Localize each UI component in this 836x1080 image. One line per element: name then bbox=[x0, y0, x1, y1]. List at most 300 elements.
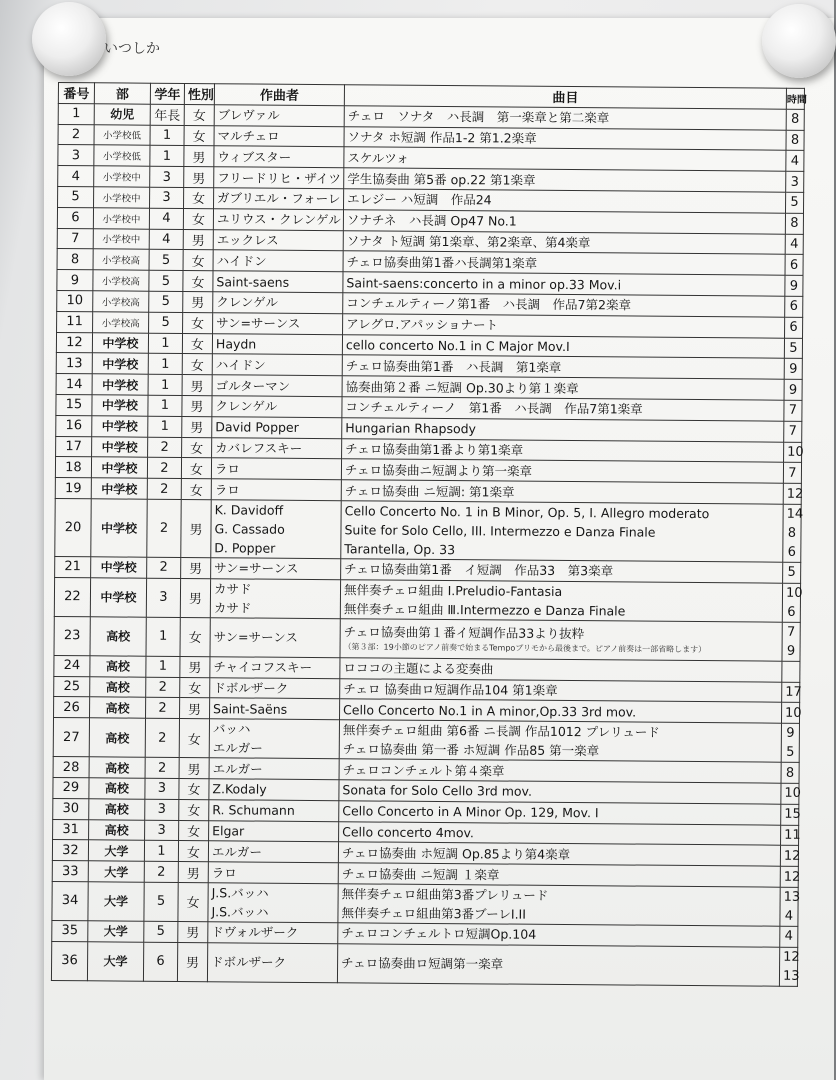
row-dept: 小学校高 bbox=[93, 312, 149, 333]
row-piece bbox=[337, 943, 779, 985]
row-composer bbox=[212, 396, 342, 418]
row-grade: 1 bbox=[144, 841, 178, 862]
row-number: 19 bbox=[55, 478, 91, 499]
composer-name: マルチェロ bbox=[217, 128, 280, 144]
composer-name: ブレヴァル bbox=[217, 107, 280, 123]
row-composer bbox=[209, 719, 339, 759]
row-sex: 男 bbox=[177, 942, 207, 981]
composer-name: カサド bbox=[213, 599, 252, 616]
row-composer bbox=[213, 250, 343, 272]
row-composer bbox=[210, 617, 340, 657]
row-composer bbox=[214, 125, 344, 147]
time-value: 8 bbox=[790, 132, 800, 148]
time-value: 4 bbox=[790, 236, 799, 252]
row-time bbox=[781, 783, 802, 804]
piece-title: Cello concerto 4mov. bbox=[342, 824, 475, 841]
time-value: 10 bbox=[787, 444, 804, 460]
row-dept: 大学 bbox=[88, 840, 144, 861]
piece-title: 無伴奏チェロ組曲 Ⅲ.Intermezzo e Danza Finale bbox=[343, 600, 626, 619]
row-composer bbox=[213, 209, 343, 231]
time-value: 15 bbox=[784, 806, 801, 822]
row-time bbox=[785, 317, 803, 338]
row-time bbox=[784, 379, 802, 400]
time-value: 14 bbox=[786, 506, 804, 522]
row-grade: 5 bbox=[149, 291, 183, 312]
row-sex: 女 bbox=[179, 778, 209, 799]
piece-title: チェロ協奏曲ニ短調より第一楽章 bbox=[344, 462, 533, 479]
row-number: 13 bbox=[56, 353, 92, 374]
piece-title: チェロ協奏曲第1番 イ短調 作品33 第3楽章 bbox=[344, 561, 614, 579]
composer-name: フリードリヒ・ザイツ bbox=[217, 169, 341, 186]
row-composer bbox=[212, 416, 342, 438]
row-time bbox=[782, 661, 800, 682]
row-sex: 女 bbox=[179, 719, 209, 758]
row-number: 11 bbox=[57, 311, 93, 332]
composer-name: チャイコフスキー bbox=[213, 659, 313, 676]
row-dept: 大学 bbox=[88, 921, 144, 942]
piece-title: チェロ協奏曲 ニ短調 １楽章 bbox=[341, 865, 500, 882]
row-number: 33 bbox=[52, 861, 88, 882]
row-composer bbox=[211, 479, 341, 501]
row-time bbox=[785, 192, 803, 213]
row-dept: 中学校 bbox=[91, 478, 147, 499]
row-composer bbox=[207, 942, 337, 982]
row-dept: 中学校 bbox=[92, 374, 148, 395]
row-dept: 高校 bbox=[90, 656, 146, 677]
row-number: 16 bbox=[56, 415, 92, 436]
table-row bbox=[53, 718, 799, 763]
row-number: 4 bbox=[58, 166, 94, 187]
piece-title: ソナチネ ハ長調 Op47 No.1 bbox=[346, 212, 517, 229]
row-number: 27 bbox=[53, 718, 89, 757]
row-number: 5 bbox=[58, 186, 94, 207]
row-sex: 男 bbox=[180, 656, 210, 677]
time-value: 17 bbox=[785, 684, 802, 700]
table-row bbox=[54, 616, 800, 661]
row-grade: 2 bbox=[145, 718, 179, 757]
row-dept: 高校 bbox=[89, 718, 145, 757]
row-sex: 男 bbox=[182, 375, 212, 396]
piece-title: cello concerto No.1 in C Major Mov.I bbox=[345, 337, 570, 354]
row-sex: 男 bbox=[180, 698, 210, 719]
row-time bbox=[786, 151, 804, 172]
row-time bbox=[781, 762, 799, 783]
row-sex: 男 bbox=[178, 862, 208, 883]
piece-title: Hungarian Rhapsody bbox=[345, 420, 477, 437]
time-value: 6 bbox=[789, 257, 799, 273]
piece-title: チェロコンチェルト第４楽章 bbox=[342, 761, 505, 779]
row-grade: 1 bbox=[148, 354, 182, 375]
row-grade: 1 bbox=[150, 125, 184, 146]
row-composer bbox=[208, 862, 338, 884]
piece-title: チェロ協奏曲第1番 ハ長調 第1楽章 bbox=[345, 358, 562, 375]
row-number: 29 bbox=[53, 777, 89, 798]
time-value: 7 bbox=[788, 423, 797, 439]
magnet-top-left bbox=[32, 2, 106, 76]
row-sex: 女 bbox=[182, 333, 212, 354]
row-dept: 大学 bbox=[87, 941, 143, 980]
time-value: 3 bbox=[790, 174, 799, 190]
row-sex: 男 bbox=[184, 146, 214, 167]
composer-name: ドヴォルザーク bbox=[211, 924, 299, 941]
composer-name: Elgar bbox=[212, 823, 245, 839]
row-dept: 小学校中 bbox=[94, 187, 150, 208]
time-value: 6 bbox=[789, 319, 798, 335]
row-composer bbox=[210, 698, 340, 720]
row-composer bbox=[213, 292, 343, 314]
piece-title: ソナタ ト短調 第1楽章、第2楽章、第4楽章 bbox=[346, 233, 591, 251]
row-grade: 年長 bbox=[150, 104, 184, 125]
row-time bbox=[786, 130, 804, 151]
composer-name: ガブリエル・フォーレ bbox=[217, 190, 341, 207]
time-value: 12 bbox=[786, 486, 804, 502]
row-dept: 小学校中 bbox=[94, 166, 150, 187]
row-composer bbox=[214, 105, 344, 127]
time-value: 10 bbox=[784, 786, 802, 802]
row-dept: 中学校 bbox=[91, 557, 147, 578]
row-piece bbox=[340, 618, 782, 660]
piece-title: アレグロ.アパッショナート bbox=[346, 316, 499, 333]
row-grade: 3 bbox=[146, 578, 180, 617]
row-grade: 1 bbox=[150, 146, 184, 167]
row-number: 9 bbox=[57, 270, 93, 291]
row-time bbox=[782, 682, 800, 703]
composer-name: ラロ bbox=[214, 481, 240, 497]
composer-name: ウィブスター bbox=[217, 149, 292, 165]
composer-name: ハイドン bbox=[215, 356, 266, 373]
time-value: 7 bbox=[788, 403, 798, 419]
row-grade: 2 bbox=[147, 478, 181, 499]
piece-title: Suite for Solo Cello, III. Intermezzo e Danza Finale bbox=[344, 522, 656, 540]
row-grade: 5 bbox=[149, 250, 183, 271]
row-number: 17 bbox=[56, 436, 92, 457]
row-time bbox=[781, 703, 802, 724]
row-grade: 5 bbox=[149, 270, 183, 291]
time-value: 9 bbox=[786, 725, 795, 741]
row-grade: 1 bbox=[148, 395, 182, 416]
piece-title: チェロ協奏曲第１番イ短調作品33より抜粋 bbox=[343, 624, 585, 642]
row-number: 20 bbox=[55, 498, 91, 556]
row-composer bbox=[210, 677, 340, 699]
time-value: 9 bbox=[786, 643, 796, 659]
row-number: 31 bbox=[53, 819, 89, 840]
composer-name: カバレフスキー bbox=[215, 440, 303, 456]
row-number: 34 bbox=[52, 881, 88, 920]
row-number: 8 bbox=[57, 249, 93, 270]
piece-title: Cello Concerto No.1 in A minor,Op.33 3rd mov. bbox=[343, 701, 637, 720]
row-number: 1 bbox=[58, 103, 94, 124]
row-sex: 女 bbox=[182, 354, 212, 375]
piece-title: Tarantella, Op. 33 bbox=[344, 541, 456, 558]
composer-name: Z.Kodaly bbox=[212, 781, 267, 797]
time-value: 4 bbox=[790, 153, 800, 169]
row-number: 18 bbox=[55, 457, 91, 478]
header-grade: 学年 bbox=[150, 83, 184, 104]
time-value: 11 bbox=[784, 827, 801, 843]
row-sex: 男 bbox=[182, 416, 212, 437]
piece-title: Saint-saens:concerto in a minor op.33 Mov.i bbox=[346, 274, 622, 292]
row-composer bbox=[214, 167, 344, 189]
composer-name: サン=サーンス bbox=[214, 560, 299, 577]
row-time bbox=[785, 275, 803, 296]
row-piece bbox=[341, 501, 783, 562]
table-row bbox=[52, 881, 798, 926]
row-number: 14 bbox=[56, 374, 92, 395]
row-grade: 3 bbox=[150, 166, 184, 187]
row-composer bbox=[213, 271, 343, 293]
row-sex: 男 bbox=[180, 578, 210, 617]
row-composer bbox=[211, 558, 341, 580]
row-grade: 2 bbox=[147, 499, 181, 557]
time-value: 8 bbox=[791, 111, 800, 128]
time-value: 12 bbox=[783, 848, 801, 864]
row-dept: 高校 bbox=[89, 757, 145, 778]
row-time bbox=[781, 804, 799, 825]
time-value: 13 bbox=[782, 968, 800, 984]
row-time bbox=[780, 926, 798, 947]
row-grade: 1 bbox=[148, 374, 182, 395]
row-dept: 高校 bbox=[90, 697, 146, 718]
row-grade: 5 bbox=[149, 312, 183, 333]
row-sex: 女 bbox=[184, 104, 214, 125]
composer-name: D. Popper bbox=[214, 540, 276, 556]
row-sex: 女 bbox=[179, 820, 209, 841]
row-grade: 3 bbox=[145, 778, 179, 799]
piece-title: 無伴奏チェロ組曲第3番ブーレI.II bbox=[341, 905, 527, 922]
row-number: 21 bbox=[55, 556, 91, 577]
time-value: 7 bbox=[787, 624, 796, 640]
row-grade: 2 bbox=[147, 458, 181, 479]
piece-title: 学生協奏曲 第5番 op.22 第1楽章 bbox=[347, 170, 536, 188]
row-time bbox=[783, 504, 804, 562]
row-dept: 小学校中 bbox=[93, 228, 149, 249]
header-no: 番号 bbox=[58, 83, 94, 104]
piece-title: チェロ協奏曲 ニ短調: 第1楽章 bbox=[344, 482, 515, 500]
composer-name: Saint-saens bbox=[216, 273, 290, 290]
row-composer bbox=[212, 375, 342, 397]
composer-name: サン=サーンス bbox=[216, 315, 301, 332]
row-number: 7 bbox=[57, 228, 93, 249]
time-value: 9 bbox=[789, 361, 798, 377]
piece-title: Sonata for Solo Cello 3rd mov. bbox=[342, 782, 533, 800]
composer-name: Haydn bbox=[215, 336, 257, 352]
row-number: 10 bbox=[57, 290, 93, 311]
composer-name: K. Davidoff bbox=[214, 502, 284, 518]
row-grade: 2 bbox=[144, 861, 178, 882]
row-grade: 1 bbox=[148, 416, 182, 437]
row-grade: 3 bbox=[150, 187, 184, 208]
time-value: 8 bbox=[785, 765, 795, 781]
row-number: 3 bbox=[58, 145, 94, 166]
row-sex: 女 bbox=[178, 841, 208, 862]
row-time bbox=[785, 213, 803, 234]
composer-name: ドボルザーク bbox=[213, 680, 289, 696]
magnet-top-right bbox=[762, 4, 836, 78]
composer-name: ラロ bbox=[211, 864, 237, 880]
row-number: 28 bbox=[53, 757, 89, 778]
row-time bbox=[784, 400, 802, 421]
row-grade: 1 bbox=[146, 617, 180, 656]
row-dept: 中学校 bbox=[92, 395, 148, 416]
time-value: 6 bbox=[789, 299, 798, 315]
row-composer bbox=[214, 146, 344, 168]
row-composer bbox=[208, 922, 338, 944]
row-dept: 高校 bbox=[90, 617, 146, 656]
row-sex: 女 bbox=[178, 882, 208, 921]
row-time bbox=[784, 442, 802, 463]
time-value: 12 bbox=[783, 949, 800, 965]
row-grade: 6 bbox=[143, 942, 177, 981]
row-grade: 4 bbox=[149, 208, 183, 229]
row-sex: 男 bbox=[183, 229, 213, 250]
row-dept: 幼児 bbox=[94, 104, 150, 125]
row-grade: 2 bbox=[146, 698, 180, 719]
row-number: 36 bbox=[51, 941, 87, 980]
row-composer bbox=[212, 333, 342, 355]
composer-name: J.S.バッハ bbox=[211, 885, 269, 901]
piece-title: チェロコンチェルトロ短調Op.104 bbox=[341, 925, 537, 943]
row-number: 6 bbox=[57, 207, 93, 228]
composer-name: R. Schumann bbox=[212, 802, 295, 818]
row-sex: 女 bbox=[180, 677, 210, 698]
row-sex: 女 bbox=[183, 250, 213, 271]
row-dept: 中学校 bbox=[92, 416, 148, 437]
piece-note: （第３部：19小節のピアノ前奏で始まるTempoプリモから最後まで。ピアノ前奏は一部省略します） bbox=[343, 642, 707, 655]
row-number: 22 bbox=[54, 577, 90, 616]
time-value: 4 bbox=[784, 929, 794, 945]
row-time bbox=[783, 483, 804, 504]
row-sex: 女 bbox=[180, 617, 210, 656]
time-value: 9 bbox=[789, 278, 799, 294]
row-dept: 中学校 bbox=[92, 353, 148, 374]
time-value: 5 bbox=[790, 195, 799, 211]
piece-title: 無伴奏チェロ組曲第3番プレリュード bbox=[341, 886, 549, 903]
row-dept: 大学 bbox=[88, 861, 144, 882]
piece-title: エレジー ハ短調 作品24 bbox=[347, 191, 492, 208]
piece-title: チェロ協奏曲第1番より第1楽章 bbox=[345, 441, 524, 458]
row-number: 25 bbox=[54, 676, 90, 697]
row-sex: 女 bbox=[184, 125, 214, 146]
header-piece: 曲目 bbox=[344, 85, 786, 109]
row-number: 30 bbox=[53, 798, 89, 819]
piece-title: ソナタ ホ短調 作品1-2 第1.2楽章 bbox=[347, 129, 537, 146]
program-table bbox=[51, 82, 805, 987]
composer-name: David Popper bbox=[215, 419, 299, 436]
time-value: 6 bbox=[787, 604, 796, 620]
piece-title: スケルツォ bbox=[347, 150, 409, 166]
row-sex: 男 bbox=[184, 167, 214, 188]
row-time bbox=[784, 338, 802, 359]
piece-title: チェロ協奏曲 ホ短調 Op.85より第4楽章 bbox=[341, 844, 571, 862]
row-composer bbox=[209, 799, 339, 821]
row-time bbox=[784, 359, 802, 380]
row-composer bbox=[209, 820, 339, 842]
row-grade: 2 bbox=[146, 677, 180, 698]
row-sex: 男 bbox=[181, 499, 211, 557]
row-time bbox=[782, 583, 803, 622]
time-value: 12 bbox=[783, 869, 801, 885]
sheet-title: いつしか bbox=[104, 41, 160, 57]
row-grade: 4 bbox=[149, 229, 183, 250]
row-composer bbox=[212, 354, 342, 376]
row-time bbox=[780, 846, 801, 867]
row-sex: 女 bbox=[183, 312, 213, 333]
piece-title: コンチェルティーノ 第1番 ハ長調 作品7第1楽章 bbox=[345, 399, 643, 417]
row-time bbox=[785, 234, 803, 255]
row-time bbox=[786, 171, 804, 192]
row-sex: 男 bbox=[182, 395, 212, 416]
table-row bbox=[55, 498, 801, 562]
row-dept: 小学校高 bbox=[93, 249, 149, 270]
row-sex: 女 bbox=[183, 271, 213, 292]
composer-name: ハイドン bbox=[216, 253, 267, 269]
row-sex: 男 bbox=[179, 758, 209, 779]
row-composer bbox=[213, 229, 343, 251]
composer-name: サン=サーンス bbox=[213, 629, 298, 646]
row-piece bbox=[338, 884, 780, 926]
row-dept: 中学校 bbox=[90, 578, 146, 617]
row-grade: 1 bbox=[146, 656, 180, 677]
time-value: 6 bbox=[787, 544, 797, 560]
composer-name: ラロ bbox=[214, 460, 241, 477]
piece-title: チェロ 協奏曲ロ短調作品104 第1楽章 bbox=[343, 681, 558, 698]
row-composer bbox=[213, 312, 343, 334]
row-composer bbox=[210, 656, 340, 678]
time-value: 5 bbox=[787, 565, 796, 581]
row-composer bbox=[208, 883, 338, 923]
row-dept: 小学校低 bbox=[94, 124, 150, 145]
row-sex: 女 bbox=[182, 437, 212, 458]
row-time bbox=[784, 421, 802, 442]
composer-name: クレンゲル bbox=[215, 398, 278, 415]
row-dept: 小学校中 bbox=[93, 208, 149, 229]
row-composer bbox=[211, 458, 341, 480]
piece-title: 無伴奏チェロ組曲 第6番 ニ長調 作品1012 プレリュード bbox=[342, 722, 660, 740]
row-piece bbox=[340, 579, 782, 621]
row-dept: 高校 bbox=[89, 778, 145, 799]
row-grade: 3 bbox=[145, 799, 179, 820]
row-composer bbox=[208, 841, 338, 863]
row-piece bbox=[339, 720, 781, 762]
row-grade: 5 bbox=[144, 921, 178, 942]
time-value: 5 bbox=[789, 340, 798, 356]
header-time: 時間 bbox=[786, 88, 804, 109]
piece-title: Cello Concerto in A Minor Op. 129, Mov. I bbox=[342, 803, 599, 821]
composer-name: ドボルザーク bbox=[211, 954, 287, 971]
row-time bbox=[780, 866, 801, 887]
row-grade: 3 bbox=[145, 820, 179, 841]
row-sex: 男 bbox=[178, 921, 208, 942]
row-time bbox=[779, 947, 800, 986]
row-dept: 中学校 bbox=[92, 332, 148, 353]
composer-name: エックレス bbox=[216, 232, 279, 248]
composer-name: エルガー bbox=[212, 760, 263, 777]
time-value: 10 bbox=[785, 585, 803, 601]
row-time bbox=[785, 296, 803, 317]
row-composer bbox=[210, 578, 340, 618]
row-number: 26 bbox=[54, 697, 90, 718]
time-value: 4 bbox=[784, 908, 794, 924]
time-value: 8 bbox=[787, 525, 797, 541]
table-body bbox=[51, 103, 804, 986]
piece-title: ロココの主題による変奏曲 bbox=[343, 660, 494, 677]
composer-name: Saint-Saëns bbox=[213, 700, 288, 717]
row-grade: 5 bbox=[144, 882, 178, 921]
header-composer: 作曲者 bbox=[214, 84, 344, 106]
row-time bbox=[786, 109, 804, 130]
row-dept: 高校 bbox=[90, 676, 146, 697]
piece-title: Cello Concerto No. 1 in B Minor, Op. 5, I. Allegro moderato bbox=[344, 503, 710, 522]
